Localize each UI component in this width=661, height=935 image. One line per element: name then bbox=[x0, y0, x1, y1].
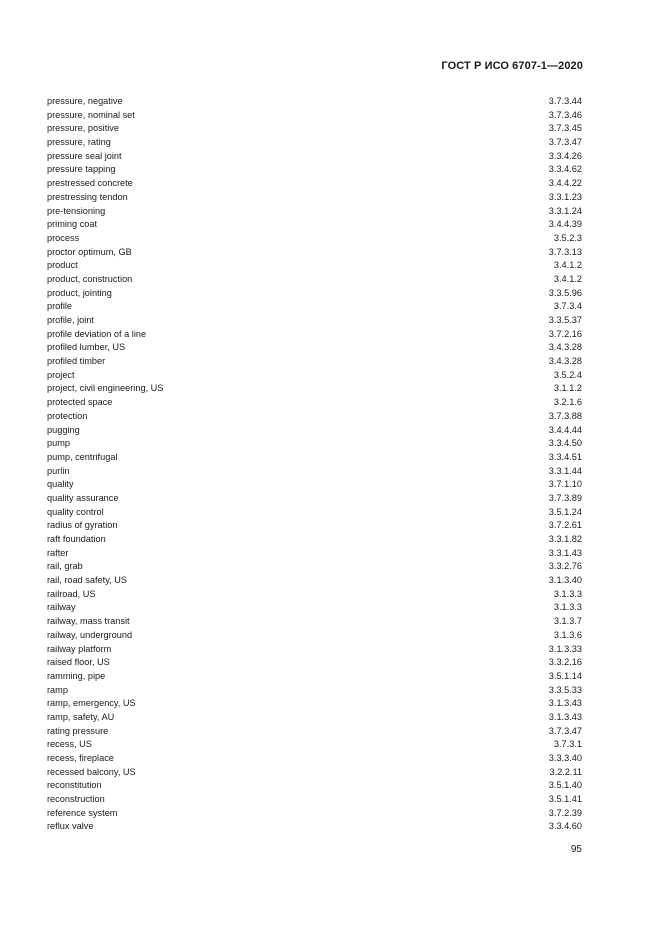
index-term: pressure, rating bbox=[47, 137, 111, 148]
index-reference: 3.7.3.88 bbox=[548, 410, 582, 421]
index-reference: 3.3.4.26 bbox=[548, 150, 582, 161]
index-entry bbox=[47, 314, 582, 328]
index-reference: 3.1.3.7 bbox=[553, 616, 582, 627]
index-term: pump, centrifugal bbox=[47, 451, 118, 462]
index-entry bbox=[47, 150, 582, 164]
index-reference: 3.1.1.2 bbox=[553, 383, 582, 394]
index-reference: 3.1.3.6 bbox=[553, 629, 582, 640]
index-entry bbox=[47, 205, 582, 219]
index-reference: 3.7.2.16 bbox=[548, 328, 582, 339]
index-entry bbox=[47, 369, 582, 383]
index-entry bbox=[47, 560, 582, 574]
index-term: railway bbox=[47, 602, 76, 613]
index-term: pressure, negative bbox=[47, 96, 123, 106]
index-term: ramp bbox=[47, 684, 68, 695]
index-entry bbox=[47, 300, 582, 314]
index-reference: 3.3.2.76 bbox=[548, 561, 582, 572]
index-entry bbox=[47, 643, 582, 657]
index-term: pump bbox=[47, 438, 70, 449]
index-entry bbox=[47, 410, 582, 424]
index-entry bbox=[47, 191, 582, 205]
index-term: priming coat bbox=[47, 219, 98, 230]
index-term: proctor optimum, GB bbox=[47, 246, 132, 257]
index-term: prestressing tendon bbox=[47, 191, 128, 202]
index-reference: 3.3.3.40 bbox=[548, 753, 582, 763]
index-term: rafter bbox=[47, 547, 69, 558]
index-term: protected space bbox=[47, 397, 113, 408]
index-reference: 3.3.1.23 bbox=[548, 191, 582, 202]
index-entry bbox=[47, 465, 582, 479]
index-reference: 3.3.4.51 bbox=[548, 451, 582, 462]
index-entry bbox=[47, 793, 582, 807]
index-term: protection bbox=[47, 410, 88, 421]
index-term: pre-tensioning bbox=[47, 205, 106, 216]
index-term: ramp, emergency, US bbox=[47, 698, 136, 709]
index-entry bbox=[47, 615, 582, 629]
index-reference: 3.4.1.2 bbox=[553, 273, 582, 284]
index-term: profile bbox=[47, 301, 73, 312]
index-entry bbox=[47, 725, 582, 739]
index-entry bbox=[47, 766, 582, 780]
index-reference: 3.2.1.6 bbox=[553, 397, 582, 408]
index-reference: 3.1.3.3 bbox=[553, 588, 582, 599]
index-reference: 3.5.2.3 bbox=[553, 232, 582, 243]
index-entry bbox=[47, 95, 582, 109]
index-entry bbox=[47, 451, 582, 465]
index-entry bbox=[47, 232, 582, 246]
index-entry bbox=[47, 533, 582, 547]
index-entry bbox=[47, 807, 582, 821]
index-reference: 3.3.1.43 bbox=[548, 547, 582, 558]
index-term: reconstruction bbox=[47, 794, 105, 805]
index-entry bbox=[47, 341, 582, 355]
index-reference: 3.4.4.39 bbox=[548, 219, 582, 230]
index-term: purlin bbox=[47, 465, 70, 476]
index-entry bbox=[47, 287, 582, 301]
index-term: project bbox=[47, 369, 75, 380]
index-reference: 3.7.3.47 bbox=[548, 137, 582, 148]
index-reference: 3.7.1.10 bbox=[548, 479, 582, 490]
index-reference: 3.3.1.44 bbox=[548, 465, 582, 476]
index-term: railroad, US bbox=[47, 588, 96, 599]
index-term: profiled lumber, US bbox=[47, 342, 126, 353]
index-entry bbox=[47, 519, 582, 533]
index-term: product, construction bbox=[47, 273, 133, 284]
index-reference: 3.5.2.4 bbox=[553, 369, 582, 380]
index-reference: 3.3.2.16 bbox=[548, 657, 582, 668]
index-reference: 3.5.1.40 bbox=[548, 780, 582, 791]
index-entry bbox=[47, 177, 582, 191]
index-term: raised floor, US bbox=[47, 657, 110, 668]
index-entry bbox=[47, 574, 582, 588]
index-reference: 3.4.3.28 bbox=[548, 342, 582, 353]
index-entry bbox=[47, 547, 582, 561]
index-entry bbox=[47, 656, 582, 670]
index-reference: 3.7.2.61 bbox=[548, 520, 582, 531]
index-reference: 3.5.1.41 bbox=[548, 794, 582, 805]
index-entry bbox=[47, 246, 582, 260]
index-entry bbox=[47, 328, 582, 342]
index-term: rating pressure bbox=[47, 725, 109, 736]
index-term: recess, US bbox=[47, 739, 92, 750]
index-reference: 3.1.3.43 bbox=[548, 711, 582, 722]
index-reference: 3.7.3.89 bbox=[548, 492, 582, 503]
index-entry bbox=[47, 259, 582, 273]
index-reference: 3.1.3.40 bbox=[548, 575, 582, 586]
index-reference: 3.7.3.45 bbox=[548, 123, 582, 134]
index-entry bbox=[47, 218, 582, 232]
document-code-header: ГОСТ Р ИСО 6707-1—2020 bbox=[441, 60, 583, 72]
index-term: profile deviation of a line bbox=[47, 328, 147, 339]
index-reference: 3.1.3.33 bbox=[548, 643, 582, 654]
index-term: recess, fireplace bbox=[47, 753, 114, 763]
index-term: pressure, positive bbox=[47, 123, 120, 134]
index-reference: 3.3.4.50 bbox=[548, 438, 582, 449]
index-reference: 3.7.3.1 bbox=[553, 739, 582, 750]
index-reference: 3.1.3.3 bbox=[553, 602, 582, 613]
index-term: product bbox=[47, 260, 78, 271]
index-reference: 3.4.1.2 bbox=[553, 260, 582, 271]
index-term: railway, underground bbox=[47, 629, 133, 640]
index-entry bbox=[47, 779, 582, 793]
index-term: prestressed concrete bbox=[47, 178, 133, 189]
index-reference: 3.1.3.43 bbox=[548, 698, 582, 709]
index-entry bbox=[47, 478, 582, 492]
index-reference: 3.7.3.4 bbox=[553, 301, 582, 312]
index-entry bbox=[47, 820, 582, 834]
index-reference: 3.7.3.46 bbox=[548, 109, 582, 120]
index-term: quality bbox=[47, 479, 74, 490]
index-entry bbox=[47, 738, 582, 752]
index-term: pressure seal joint bbox=[47, 150, 122, 161]
index-entry bbox=[47, 711, 582, 725]
index-term: profile, joint bbox=[47, 315, 94, 325]
index-reference: 3.4.4.22 bbox=[548, 178, 582, 189]
index-entry bbox=[47, 122, 582, 136]
index-entry bbox=[47, 506, 582, 520]
index-entry bbox=[47, 601, 582, 615]
index-term: profiled timber bbox=[47, 356, 106, 367]
index-entry bbox=[47, 752, 582, 766]
index-term: rail, grab bbox=[47, 561, 83, 572]
index-entry bbox=[47, 588, 582, 602]
index-reference: 3.2.2.11 bbox=[549, 766, 582, 777]
index-term: quality assurance bbox=[47, 492, 119, 503]
index-entry bbox=[47, 382, 582, 396]
index-term: radius of gyration bbox=[47, 520, 118, 531]
index-entry bbox=[47, 492, 582, 506]
index-term: product, jointing bbox=[47, 287, 112, 298]
index-entry bbox=[47, 355, 582, 369]
index-term: reconstitution bbox=[47, 780, 102, 791]
page-number: 95 bbox=[570, 844, 582, 855]
index-term: ramp, safety, AU bbox=[47, 711, 115, 722]
index-entry bbox=[47, 684, 582, 698]
index-reference: 3.7.3.13 bbox=[548, 246, 582, 257]
index-reference: 3.3.5.96 bbox=[548, 287, 582, 298]
index-reference: 3.3.4.60 bbox=[548, 821, 582, 832]
index-reference: 3.3.1.24 bbox=[548, 205, 582, 216]
index-term: quality control bbox=[47, 506, 104, 517]
index-entry bbox=[47, 437, 582, 451]
index-entry bbox=[47, 109, 582, 123]
index-entry bbox=[47, 136, 582, 150]
index-reference: 3.7.2.39 bbox=[548, 807, 582, 818]
index-term: ramming, pipe bbox=[47, 670, 106, 681]
index-term: process bbox=[47, 232, 80, 243]
index-entry bbox=[47, 697, 582, 711]
index-term: railway platform bbox=[47, 643, 112, 654]
index-term: raft foundation bbox=[47, 534, 106, 544]
index-entry bbox=[47, 163, 582, 177]
index-reference: 3.4.3.28 bbox=[548, 356, 582, 367]
term-index-list bbox=[47, 95, 582, 834]
index-term: reflux valve bbox=[47, 821, 94, 832]
index-term: railway, mass transit bbox=[47, 616, 130, 627]
index-reference: 3.3.5.33 bbox=[548, 684, 582, 695]
index-reference: 3.4.4.44 bbox=[548, 424, 582, 435]
index-reference: 3.5.1.14 bbox=[548, 670, 582, 681]
index-term: pugging bbox=[47, 424, 80, 435]
index-entry bbox=[47, 273, 582, 287]
index-reference: 3.3.1.82 bbox=[548, 534, 582, 544]
index-term: project, civil engineering, US bbox=[47, 383, 164, 394]
index-reference: 3.5.1.24 bbox=[548, 506, 582, 517]
index-term: rail, road safety, US bbox=[47, 575, 127, 586]
index-term: pressure tapping bbox=[47, 164, 116, 175]
index-reference: 3.7.3.44 bbox=[548, 96, 582, 106]
index-entry bbox=[47, 670, 582, 684]
index-reference: 3.3.4.62 bbox=[548, 164, 582, 175]
index-term: recessed balcony, US bbox=[47, 766, 136, 777]
index-entry bbox=[47, 396, 582, 410]
index-entry bbox=[47, 424, 582, 438]
index-term: reference system bbox=[47, 807, 118, 818]
index-reference: 3.7.3.47 bbox=[548, 725, 582, 736]
index-term: pressure, nominal set bbox=[47, 109, 135, 120]
index-reference: 3.3.5.37 bbox=[548, 315, 582, 325]
index-entry bbox=[47, 629, 582, 643]
